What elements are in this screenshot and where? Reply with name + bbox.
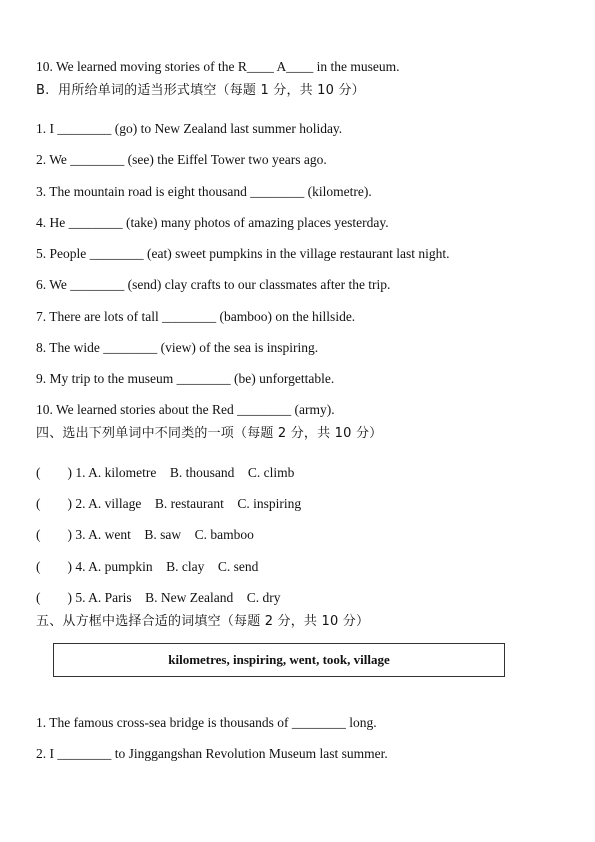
fill-in-question-1: 1. I ________ (go) to New Zealand last summer holiday.: [36, 121, 343, 136]
odd-one-out-question-3: ( ) 3. A. went B. saw C. bamboo: [36, 527, 254, 542]
word-bank-question-1: 1. The famous cross-sea bridge is thousands of ________ long.: [36, 715, 377, 730]
fill-in-question-10: 10. We learned stories about the Red ________ (army).: [36, 402, 335, 417]
word-bank-question-2: 2. I ________ to Jinggangshan Revolution Museum last summer.: [36, 746, 388, 761]
section-4-heading: 四、选出下列单词中不同类的一项（每题 2 分，共 10 分）: [36, 426, 383, 441]
fill-in-question-3: 3. The mountain road is eight thousand ________ (kilometre).: [36, 184, 372, 199]
fill-in-question-5: 5. People ________ (eat) sweet pumpkins in the village restaurant last night.: [36, 246, 450, 261]
section-5-heading: 五、从方框中选择合适的词填空（每题 2 分，共 10 分）: [36, 614, 370, 629]
odd-one-out-question-1: ( ) 1. A. kilometre B. thousand C. climb: [36, 465, 295, 480]
fill-in-question-2: 2. We ________ (see) the Eiffel Tower two years ago.: [36, 152, 327, 167]
fill-in-question-6: 6. We ________ (send) clay crafts to our classmates after the trip.: [36, 277, 391, 292]
fill-in-question-7: 7. There are lots of tall ________ (bamboo) on the hillside.: [36, 309, 356, 324]
odd-one-out-question-2: ( ) 2. A. village B. restaurant C. inspiring: [36, 496, 302, 511]
odd-one-out-question-4: ( ) 4. A. pumpkin B. clay C. send: [36, 559, 259, 574]
word-bank-box: kilometres, inspiring, went, took, village: [53, 643, 505, 677]
fill-in-question-4: 4. He ________ (take) many photos of amazing places yesterday.: [36, 215, 389, 230]
previous-question-10: 10. We learned moving stories of the R____ A____ in the museum.: [36, 59, 400, 74]
odd-one-out-question-5: ( ) 5. A. Paris B. New Zealand C. dry: [36, 590, 281, 605]
fill-in-question-8: 8. The wide ________ (view) of the sea is inspiring.: [36, 340, 319, 355]
section-b-heading: B. 用所给单词的适当形式填空（每题 1 分，共 10 分）: [36, 83, 365, 98]
fill-in-question-9: 9. My trip to the museum ________ (be) unforgettable.: [36, 371, 335, 386]
